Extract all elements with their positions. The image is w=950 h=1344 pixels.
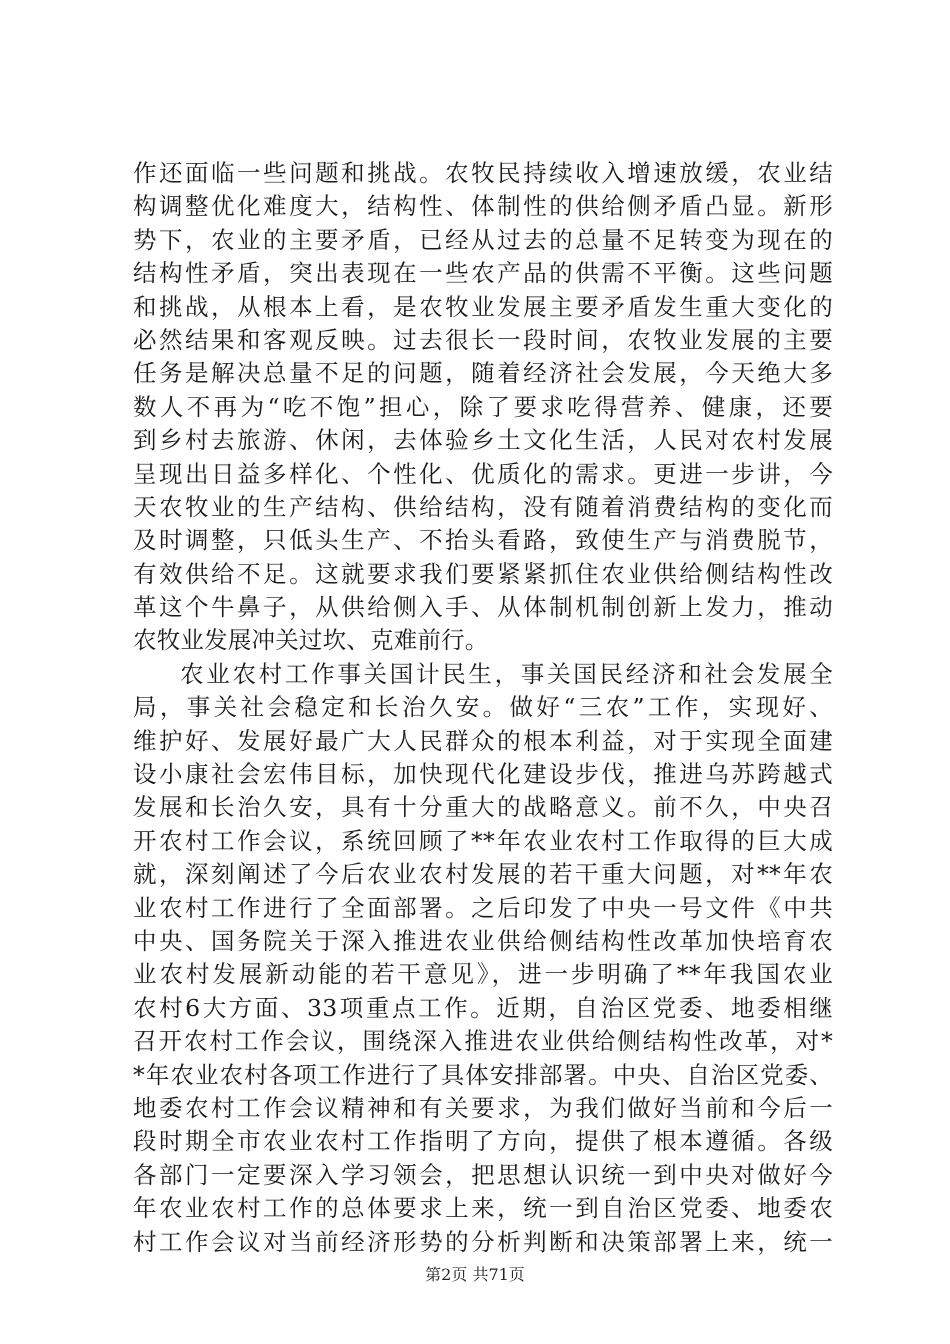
text-line: 开农村工作会议，系统回顾了**年农业农村工作取得的巨大成 [133,826,833,855]
text-line: 天农牧业的生产结构、供给结构，没有随着消费结构的变化而 [133,492,833,521]
text-line: 农业农村工作事关国计民生，事关国民经济和社会发展全 [180,659,833,688]
text-line: 村工作会议对当前经济形势的分析判断和决策部署上来，统一 [133,1227,833,1256]
text-line: 任务是解决总量不足的问题，随着经济社会发展，今天绝大多 [133,359,833,388]
body-text [133,157,833,1259]
text-line: 召开农村工作会议，围绕深入推进农业供给侧结构性改革，对* [133,1027,833,1056]
text-line: 必然结果和客观反映。过去很长一段时间，农牧业发展的主要 [133,325,833,354]
page-number-footer: 第2页 共71页 [425,1265,525,1284]
text-line: 势下，农业的主要矛盾，已经从过去的总量不足转变为现在的 [133,225,833,254]
text-line: 业农村发展新动能的若干意见》，进一步明确了**年我国农业 [133,960,833,989]
text-line: 局，事关社会稳定和长治久安。做好“三农”工作，实现好、 [133,693,833,722]
text-line: 业农村工作进行了全面部署。之后印发了中央一号文件《中共 [133,893,833,922]
text-line: 发展和长治久安，具有十分重大的战略意义。前不久，中央召 [133,793,833,822]
text-line: 呈现出日益多样化、个性化、优质化的需求。更进一步讲，今 [133,459,833,488]
text-line: 各部门一定要深入学习领会，把思想认识统一到中央对做好今 [133,1160,833,1189]
text-line: *年农业农村各项工作进行了具体安排部署。中央、自治区党委、 [133,1060,833,1089]
text-line: 革这个牛鼻子，从供给侧入手、从体制机制创新上发力，推动 [133,593,833,622]
text-line: 中央、国务院关于深入推进农业供给侧结构性改革加快培育农 [133,926,833,955]
text-line: 和挑战，从根本上看，是农牧业发展主要矛盾发生重大变化的 [133,292,833,321]
text-line: 就，深刻阐述了今后农业农村发展的若干重大问题，对**年农 [133,860,833,889]
text-line: 数人不再为“吃不饱”担心，除了要求吃得营养、健康，还要 [133,392,833,421]
text-line: 农牧业发展冲关过坎、克难前行。 [133,626,489,655]
text-line: 维护好、发展好最广大人民群众的根本利益，对于实现全面建 [133,726,833,755]
text-line: 设小康社会宏伟目标，加快现代化建设步伐，推进乌苏跨越式 [133,760,833,789]
text-line: 有效供给不足。这就要求我们要紧紧抓住农业供给侧结构性改 [133,559,833,588]
text-line: 构调整优化难度大，结构性、体制性的供给侧矛盾凸显。新形 [133,192,833,221]
text-line: 作还面临一些问题和挑战。农牧民持续收入增速放缓，农业结 [133,159,833,187]
text-line: 农村6大方面、33项重点工作。近期，自治区党委、地委相继 [133,993,833,1022]
text-line: 年农业农村工作的总体要求上来，统一到自治区党委、地委农 [133,1194,833,1223]
text-line: 到乡村去旅游、休闲，去体验乡土文化生活，人民对农村发展 [133,426,833,455]
text-line: 及时调整，只低头生产、不抬头看路，致使生产与消费脱节， [133,526,833,555]
text-line: 结构性矛盾，突出表现在一些农产品的供需不平衡。这些问题 [133,259,833,288]
text-line: 段时期全市农业农村工作指明了方向，提供了根本遵循。各级 [133,1127,833,1156]
text-line: 地委农村工作会议精神和有关要求，为我们做好当前和今后一 [133,1093,833,1122]
